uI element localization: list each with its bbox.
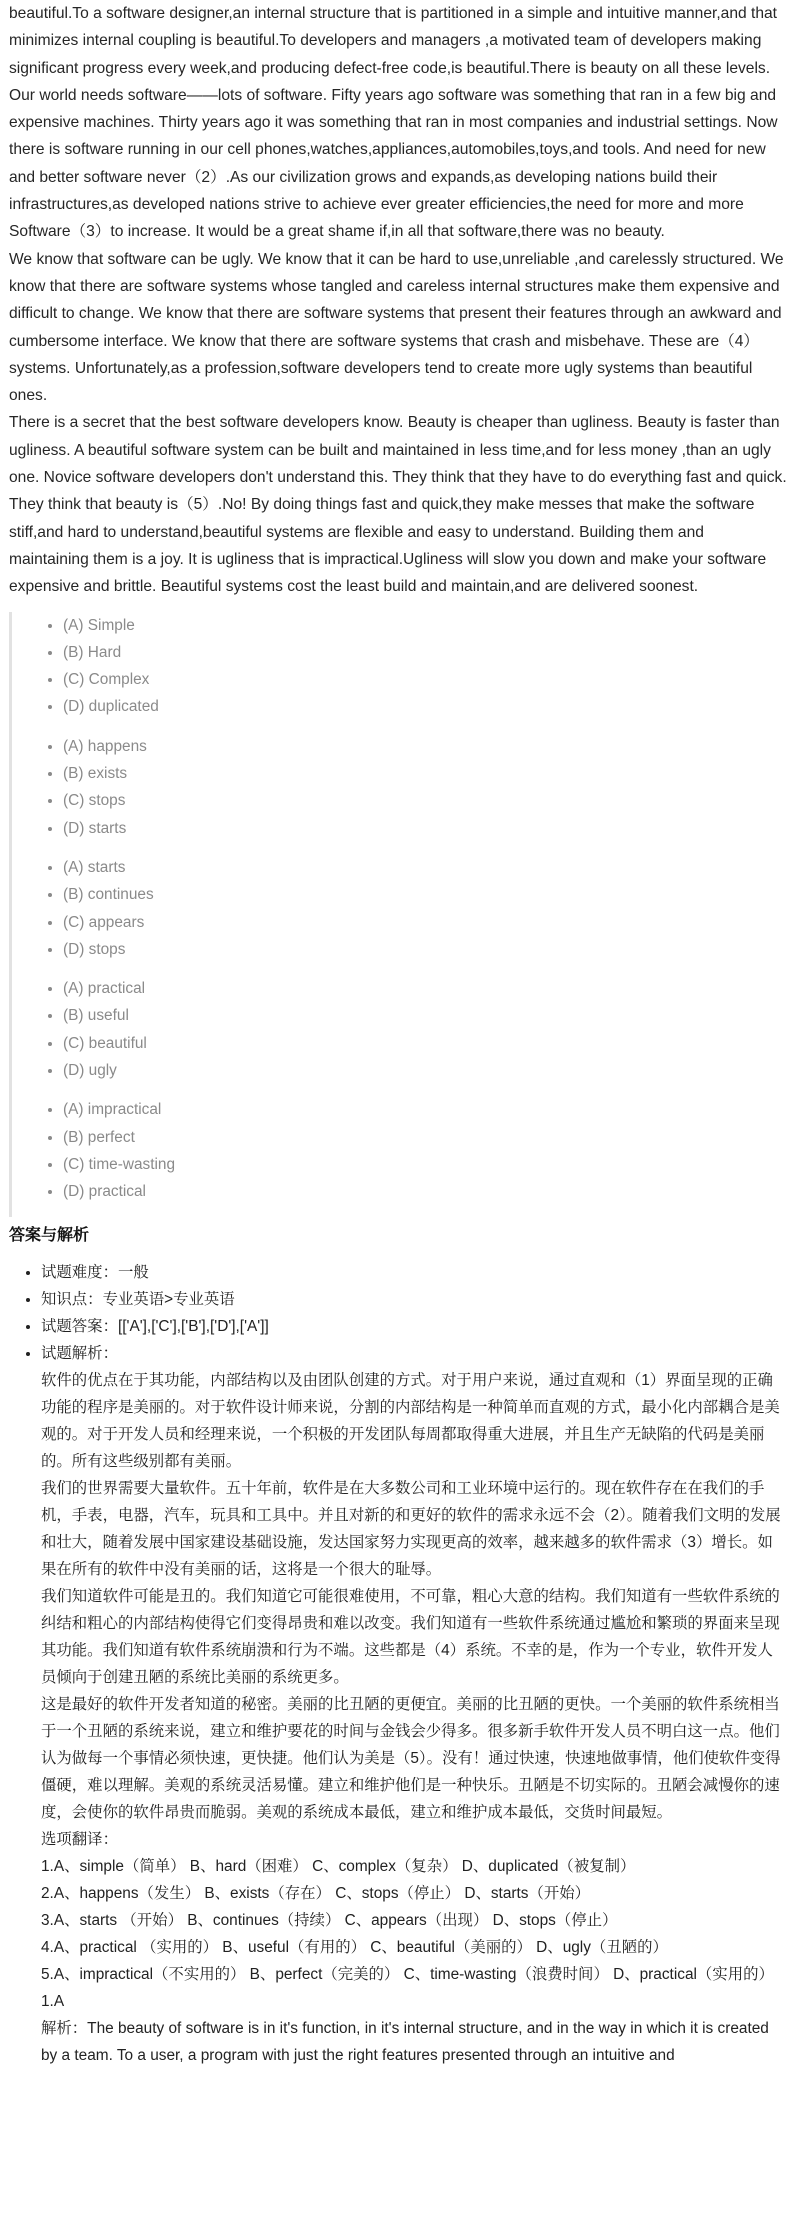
difficulty-item: • 试题难度：一般 <box>41 1259 788 1286</box>
analysis-item <box>41 1340 788 2069</box>
passage-paragraph: Our world needs software——lots of software. Fifty years ago software was something that ran in a few big and expensive machines. Thirty years ago it was something that ran in most companies and industrial settings. Now there is software running in our cell phones,watches,appliances,automobiles,toys,and tools. And need for new and better software never（2）.As our civilization grows and expands,as developing nations build their infrastructures,as developed nations strive to achieve ever greater efficiencies,the need for more and more Software（3）to increase. It would be a great shame if,in all that software,there was no beauty. <box>9 86 778 241</box>
knowledge-point-item: • 知识点：专业英语>专业英语 <box>41 1286 788 1313</box>
option-item[interactable]: • (D) ugly <box>63 1057 788 1084</box>
option-item[interactable]: • (B) Hard <box>63 639 788 666</box>
answer-details-list <box>9 1259 788 2069</box>
option-item[interactable]: • (A) impractical <box>63 1096 788 1123</box>
analysis-paragraph: 这是最好的软件开发者知道的秘密。美丽的比丑陋的更便宜。美丽的比丑陋的更快。一个美丽的软件系统相当于一个丑陋的系统来说，建立和维护要花的时间与金钱会少得多。很多新手软件开发人员不明白这一点。他们认为做每一个事情必须快速，更快捷。他们认为美是（5）。没有！通过快速，快速地做事情，他们使软件变得僵硬，难以理解。美观的系统灵活易懂。建立和维护他们是一种快乐。丑陋是不切实际的。丑陋会减慢你的速度，会使你的软件昂贵而脆弱。美观的系统成本最低，建立和维护成本最低，交货时间最短。 <box>41 1696 781 1822</box>
option-item[interactable]: • (D) stops <box>63 936 788 963</box>
option-item[interactable]: • (B) useful <box>63 1002 788 1029</box>
option-item[interactable]: • (A) Simple <box>63 612 788 639</box>
option-group-1 <box>12 612 788 733</box>
option-item[interactable]: • (B) exists <box>63 760 788 787</box>
passage-paragraph: There is a secret that the best software developers know. Beauty is cheaper than ugliness. Beauty is faster than ugliness. A beautiful software system can be built and maintained in less time,and for less money ,than an ugly one. Novice software developers don't understand this. They think that they have to do everything fast and quick. They think that beauty is（5）.No! By doing things fast and quick,they make messes that make the software stiff,and hard to understand,beautiful systems are flexible and easy to understand. Building them and maintaining them is a joy. It is ugliness that is impractical.Ugliness will slow you down and make your software expensive and brittle. Beautiful systems cost the least build and maintain,and are delivered soonest. <box>9 414 787 596</box>
answer-item: • 试题答案：[['A'],['C'],['B'],['D'],['A']] <box>41 1313 788 1340</box>
option-item[interactable]: • (D) starts <box>63 815 788 842</box>
answer-number-line: 1.A <box>41 1993 65 2011</box>
option-item[interactable]: • (B) perfect <box>63 1124 788 1151</box>
passage-paragraph: We know that software can be ugly. We know that it can be hard to use,unreliable ,and carelessly structured. We know that there are software systems whose tangled and careless internal structures make them expensive and difficult to change. We know that there are software systems that present their features through an awkward and cumbersome interface. We know that there are software systems that crash and misbehave. These are（4）systems. Unfortunately,as a profession,software developers tend to create more ugly systems than beautiful ones. <box>9 250 784 405</box>
analysis-paragraph: 我们知道软件可能是丑的。我们知道它可能很难使用，不可靠，粗心大意的结构。我们知道有一些软件系统的纠结和粗心的内部结构使得它们变得昂贵和难以改变。我们知道有一些软件系统通过尴尬和繁琐的界面来呈现其功能。我们知道有软件系统崩溃和行为不端。这些都是（4）系统。不幸的是，作为一个专业，软件开发人员倾向于创建丑陋的系统比美丽的系统更多。 <box>41 1588 780 1687</box>
option-translation-line: 4.A、practical （实用的） B、useful（有用的） C、beautiful（美丽的） D、ugly（丑陋的） <box>41 1939 668 1957</box>
option-translation-line: 3.A、starts （开始） B、continues（持续） C、appears（出现） D、stops（停止） <box>41 1912 618 1930</box>
option-item[interactable]: • (D) practical <box>63 1178 788 1205</box>
option-item[interactable]: • (C) beautiful <box>63 1030 788 1057</box>
option-item[interactable]: • (A) starts <box>63 854 788 881</box>
english-analysis-paragraph: 解析：The beauty of software is in it's function, in it's internal structure, and in the way in which it is created by a team. To a user, a program with just the right features presented through an intuitive and <box>41 2020 769 2065</box>
option-translation-line: 2.A、happens（发生） B、exists（存在） C、stops（停止） D、starts（开始） <box>41 1885 591 1903</box>
option-translation-label: 选项翻译： <box>41 1831 118 1849</box>
option-item[interactable]: • (D) duplicated <box>63 693 788 720</box>
analysis-label: 试题解析： <box>41 1345 118 1363</box>
analysis-body <box>41 1367 788 2069</box>
option-group-3 <box>12 854 788 975</box>
option-item[interactable]: • (C) appears <box>63 909 788 936</box>
option-translation-line: 1.A、simple（简单） B、hard（困难） C、complex（复杂） D、duplicated（被复制） <box>41 1858 636 1876</box>
option-group-2 <box>12 733 788 854</box>
option-item[interactable]: • (B) continues <box>63 881 788 908</box>
answer-options-block <box>9 612 788 1218</box>
option-group-4 <box>12 975 788 1096</box>
option-item[interactable]: • (A) happens <box>63 733 788 760</box>
option-item[interactable]: • (C) time-wasting <box>63 1151 788 1178</box>
option-group-5 <box>12 1096 788 1217</box>
option-item[interactable]: • (C) stops <box>63 787 788 814</box>
option-item[interactable]: • (A) practical <box>63 975 788 1002</box>
passage-paragraph: beautiful.To a software designer,an internal structure that is partitioned in a simple and intuitive manner,and that minimizes internal coupling is beautiful.To developers and managers ,a motivated team of developers making significant progress every week,and producing defect-free code,is beautiful.There is beauty on all these levels. <box>9 5 778 77</box>
reading-passage <box>9 0 788 601</box>
analysis-paragraph: 软件的优点在于其功能，内部结构以及由团队创建的方式。对于用户来说，通过直观和（1）界面呈现的正确功能的程序是美丽的。对于软件设计师来说，分割的内部结构是一种简单而直观的方式，最小化内部耦合是美观的。对于开发人员和经理来说，一个积极的开发团队每周都取得重大进展，并且生产无缺陷的代码是美丽的。所有这些级别都有美丽。 <box>41 1372 780 1471</box>
answer-section-heading: 答案与解析 <box>9 1227 90 1245</box>
option-translation-line: 5.A、impractical（不实用的） B、perfect（完美的） C、time-wasting（浪费时间） D、practical（实用的） <box>41 1966 774 1984</box>
analysis-paragraph: 我们的世界需要大量软件。五十年前，软件是在大多数公司和工业环境中运行的。现在软件存在在我们的手机，手表，电器，汽车，玩具和工具中。并且对新的和更好的软件的需求永远不会（2）。随着我们文明的发展和壮大，随着发展中国家建设基础设施，发达国家努力实现更高的效率，越来越多的软件需求（3）增长。如果在所有的软件中没有美丽的话，这将是一个很大的耻辱。 <box>41 1480 781 1579</box>
option-item[interactable]: • (C) Complex <box>63 666 788 693</box>
